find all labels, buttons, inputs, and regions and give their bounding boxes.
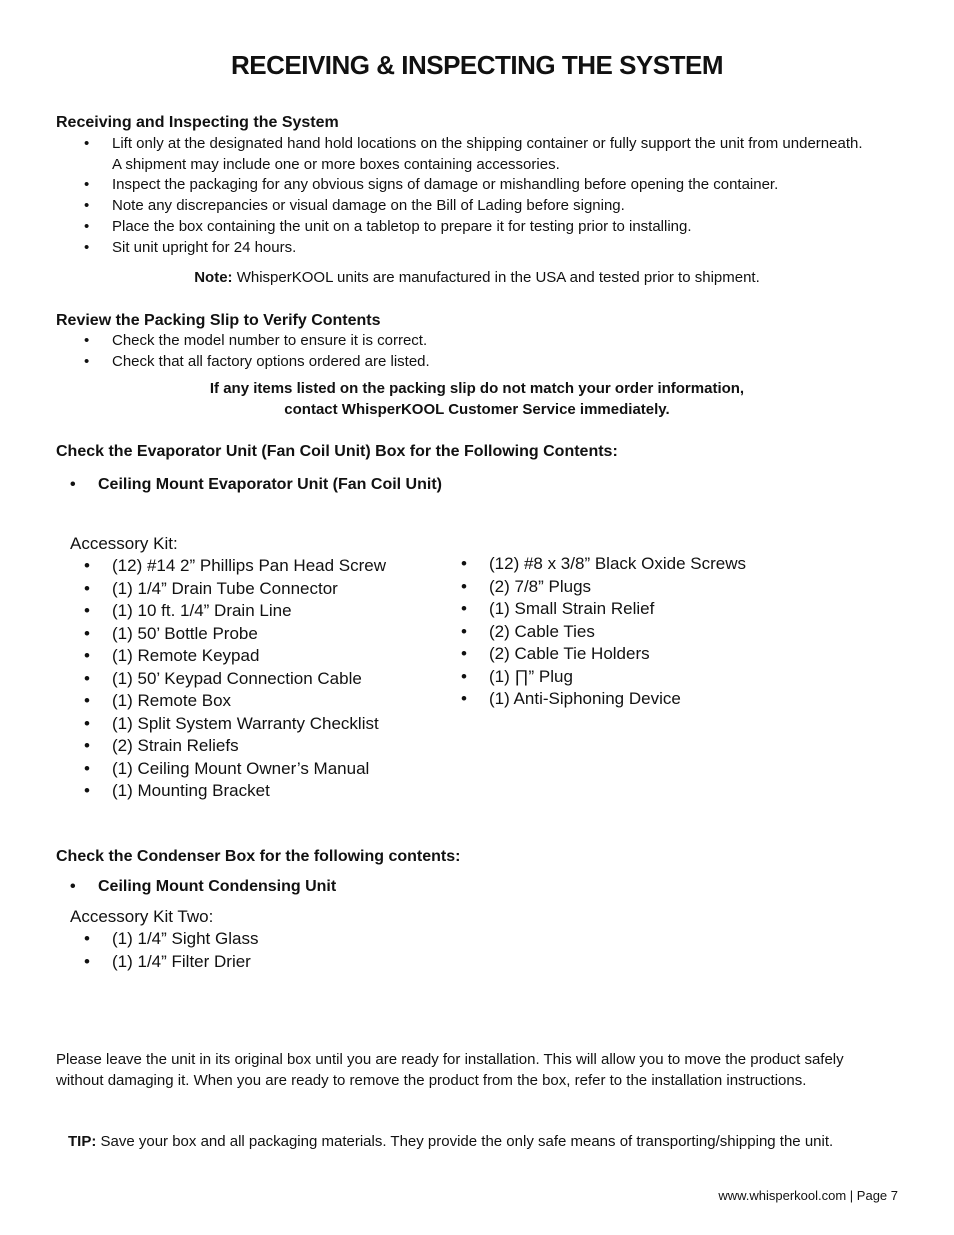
- list-item: • (1) 50’ Keypad Connection Cable: [56, 668, 436, 691]
- warning-line: If any items listed on the packing slip do not match your order information,: [209, 380, 745, 397]
- accessory-kit-label: Accessory Kit:: [70, 534, 178, 553]
- section-heading-receiving: Receiving and Inspecting the System: [56, 114, 339, 131]
- accessory-kit-two-label: Accessory Kit Two:: [70, 907, 214, 926]
- condenser-main-item-label: Ceiling Mount Condensing Unit: [98, 878, 337, 895]
- list-item: • Sit unit upright for 24 hours.: [56, 238, 866, 259]
- tip: [68, 1132, 928, 1152]
- list-item: • (2) Cable Tie Holders: [433, 643, 853, 666]
- page-footer: www.whisperkool.com | Page 7: [718, 1188, 898, 1203]
- list-item: • (1) 1/4” Sight Glass: [56, 928, 436, 951]
- section-heading-evaporator: Check the Evaporator Unit (Fan Coil Unit) Box for the Following Contents:: [56, 443, 618, 460]
- tip-text: Save your box and all packaging materials. They provide the only safe means of transporting/shipping the unit.: [96, 1133, 834, 1150]
- accessory-kit-right-list: [433, 553, 853, 711]
- section-heading-packing-slip: Review the Packing Slip to Verify Contents: [56, 312, 381, 329]
- accessory-kit-left-list: [56, 555, 436, 803]
- list-item: • Place the box containing the unit on a tabletop to prepare it for testing prior to installing.: [56, 217, 866, 238]
- list-item: • (2) Cable Ties: [433, 621, 853, 644]
- list-item: • (1) Ceiling Mount Owner’s Manual: [56, 758, 436, 781]
- list-item: • (1) Remote Box: [56, 690, 436, 713]
- list-item: • (12) #14 2” Phillips Pan Head Screw: [56, 555, 436, 578]
- list-item: • Note any discrepancies or visual damage on the Bill of Lading before signing.: [56, 196, 866, 217]
- list-item: • Check that all factory options ordered are listed.: [56, 352, 866, 373]
- list-item: • (2) 7/8” Plugs: [433, 576, 853, 599]
- note-label: Note:: [194, 269, 233, 286]
- list-item: • Check the model number to ensure it is correct.: [56, 331, 866, 352]
- list-item: • (1) Anti-Siphoning Device: [433, 688, 853, 711]
- warning: [0, 378, 954, 420]
- list-item: • (1) ∏” Plug: [433, 666, 853, 689]
- bullet: •: [70, 878, 76, 895]
- list-item: • (1) 50’ Bottle Probe: [56, 623, 436, 646]
- list-item: • (1) 1/4” Filter Drier: [56, 951, 436, 974]
- storage-paragraph: Please leave the unit in its original box until you are ready for installation. This will allow you to move the product safely without damaging it. When you are ready to remove the product from the box, refer to the installation instructions.: [56, 1051, 844, 1089]
- list-item: • (1) 1/4” Drain Tube Connector: [56, 578, 436, 601]
- tip-label: TIP:: [68, 1133, 97, 1150]
- packing-slip-list: [56, 331, 866, 372]
- list-item: • (12) #8 x 3/8” Black Oxide Screws: [433, 553, 853, 576]
- list-item: • (1) Small Strain Relief: [433, 598, 853, 621]
- warning-line: contact WhisperKOOL Customer Service immediately.: [284, 401, 670, 418]
- receiving-list: [56, 134, 866, 258]
- evaporator-main-item-label: Ceiling Mount Evaporator Unit (Fan Coil Unit): [98, 476, 442, 493]
- list-item: • (1) Mounting Bracket: [56, 780, 436, 803]
- list-item: • Lift only at the designated hand hold locations on the shipping container or fully support the unit from underneath. A shipment may include one or more boxes containing accessories.: [56, 134, 866, 175]
- bullet: •: [70, 476, 76, 493]
- note-text: WhisperKOOL units are manufactured in the USA and tested prior to shipment.: [232, 269, 760, 286]
- list-item: • (2) Strain Reliefs: [56, 735, 436, 758]
- list-item: • (1) Remote Keypad: [56, 645, 436, 668]
- section-heading-condenser: Check the Condenser Box for the following contents:: [56, 848, 461, 865]
- note: [0, 268, 954, 288]
- list-item: • (1) 10 ft. 1/4” Drain Line: [56, 600, 436, 623]
- list-item: • (1) Split System Warranty Checklist: [56, 713, 436, 736]
- page-title: RECEIVING & INSPECTING THE SYSTEM: [230, 50, 723, 80]
- accessory-kit-two-list: [56, 928, 436, 973]
- list-item: • Inspect the packaging for any obvious signs of damage or mishandling before opening the container.: [56, 175, 866, 196]
